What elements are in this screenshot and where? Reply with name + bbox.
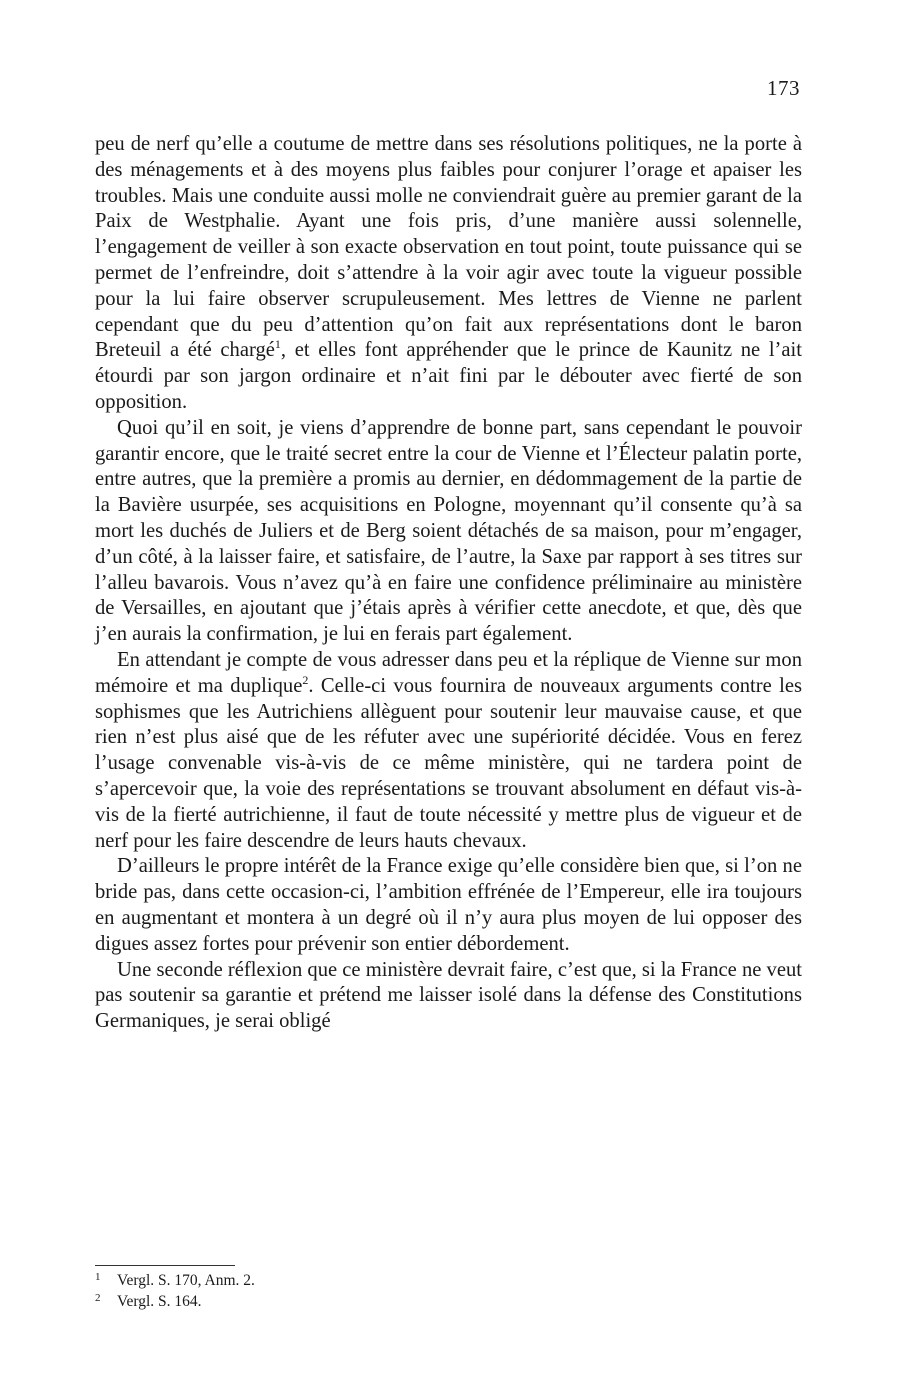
footnote-text: Vergl. S. 164. — [117, 1293, 202, 1310]
paragraph-text: En attendant je compte de vous adresser dans peu et la réplique de Vienne sur mon mémoire et ma duplique — [95, 648, 802, 697]
page-number: 173 — [767, 76, 800, 100]
footnote-ref-2: 2 — [302, 672, 309, 687]
footnote-2 — [95, 1291, 802, 1312]
paragraph-text: peu de nerf qu’elle a coutume de mettre dans ses résolutions politiques, ne la porte à des ménagements et à des moyens plus faibles pour conjurer l’orage et apaiser les troubles. Mais une conduite aussi molle ne conviendrait guère au premier garant de la Paix de Westphalie. Ayant une fois pris, d’une manière aussi solennelle, l’engagement de veiller à son exacte observation en tout point, toute puissance qui se permet de l’enfreindre, doit s’attendre à la voir agir avec toute la vigueur possible pour la lui faire observer scrupuleusement. Mes lettres de Vienne ne parlent cependant que du peu d’attention qu’on fait aux représentations dont le baron Breteuil a été chargé — [95, 133, 802, 362]
paragraph-4: D’ailleurs le propre intérêt de la France exige qu’elle considère bien que, si l’on ne bride pas, dans cette occasion-ci, l’ambition effrénée de l’Empereur, elle ira toujours en augmentant et montera à un degré où il n’y aura plus moyen de lui opposer des digues assez fortes pour prévenir son entier débordement. — [95, 855, 802, 955]
footnote-divider — [95, 1265, 235, 1266]
footnote-mark: 2 — [95, 1292, 101, 1304]
paragraph-text: , et elles font appréhender que le prince de Kaunitz ne l’ait étourdi par son jargon ordinaire et n’ait fini par le débouter avec fierté de son opposition. — [95, 339, 802, 413]
footnote-text: Vergl. S. 170, Anm. 2. — [117, 1272, 255, 1289]
paragraph-3 — [95, 648, 802, 854]
paragraph-1 — [95, 132, 802, 416]
body-text — [95, 132, 802, 1035]
footnote-1 — [95, 1270, 802, 1291]
footnote-mark: 1 — [95, 1271, 101, 1283]
paragraph-text: . Celle-ci vous fournira de nouveaux arguments contre les sophismes que les Autrichiens allèguent pour soutenir leur mauvaise cause, et que rien n’est plus aisé que de les réfuter avec une supériorité décidée. Vous en ferez l’usage convenable vis-à-vis de ce même ministère, qui ne tardera point de s’apercevoir que, la voie des représentations se trouvant absolument en défaut vis-à-vis de la fierté autrichienne, il faut de toute nécessité y mettre plus de vigueur et de nerf pour les faire descendre de leurs hauts chevaux. — [95, 674, 802, 852]
footnote-ref-1: 1 — [274, 337, 281, 352]
footnotes — [95, 1270, 802, 1312]
paragraph-2: Quoi qu’il en soit, je viens d’apprendre de bonne part, sans cependant le pouvoir garantir encore, que le traité secret entre la cour de Vienne et l’Électeur palatin porte, entre autres, que la première a promis au dernier, en dédommagement de la partie de la Bavière usurpée, ses acquisitions en Pologne, moyennant qu’il consente qu’à sa mort les duchés de Juliers et de Berg soient détachés de sa maison, pour m’engager, d’un côté, à la laisser faire, et satisfaire, de l’autre, la Saxe par rapport à ses titres sur l’alleu bavarois. Vous n’avez qu’à en faire une confidence préliminaire au ministère de Versailles, en ajoutant que j’étais après à vérifier cette anecdote, et que, dès que j’en aurais la confirmation, je lui en ferais part également. — [95, 416, 802, 646]
paragraph-5: Une seconde réflexion que ce ministère devrait faire, c’est que, si la France ne veut pas soutenir sa garantie et prétend me laisser isolé dans la défense des Constitutions Germaniques, je serai obligé — [95, 958, 803, 1033]
